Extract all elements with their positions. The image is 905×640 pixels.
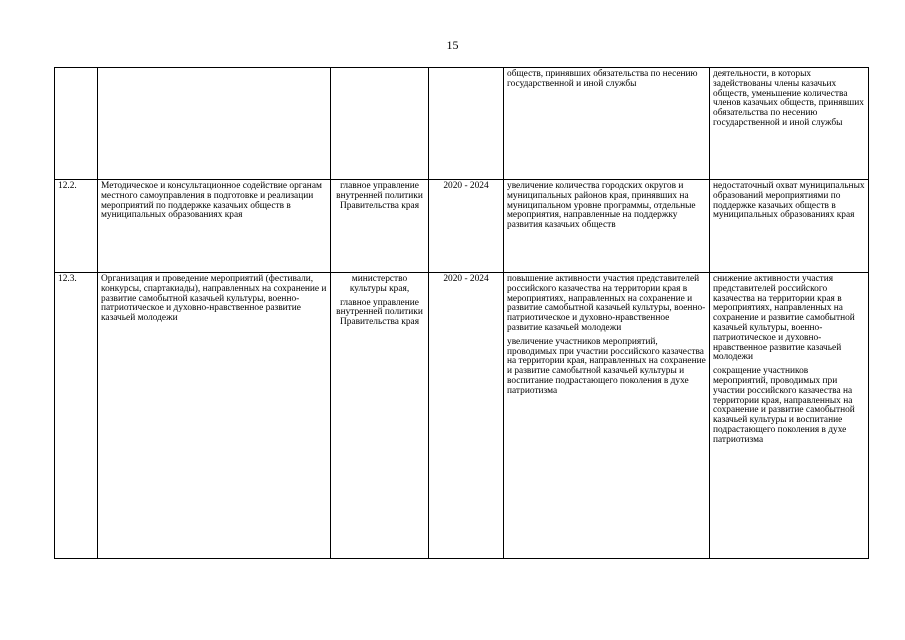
cell-period — [429, 68, 504, 180]
cell-consequences — [710, 68, 869, 180]
table-row — [55, 68, 869, 180]
cell-consequences — [710, 180, 869, 273]
page-number: 15 — [446, 38, 459, 52]
cell-result — [504, 273, 710, 559]
cell-number — [55, 68, 98, 180]
table-row — [55, 180, 869, 273]
cell-period: 2020 - 2024 — [429, 273, 504, 559]
table-body — [55, 68, 869, 559]
table-row — [55, 273, 869, 559]
cell-period: 2020 - 2024 — [429, 180, 504, 273]
cell-event: Организация и проведение мероприятий (фестивали, конкурсы, спартакиады), направленных на сохранение и развитие самобытной казачьей культуры, военно-патриотическое и духовно-нравственное развитие казачьей молодежи — [98, 273, 331, 559]
cell-event — [98, 68, 331, 180]
consequences-text: деятельности, в которых задействованы члены казачьих обществ, уменьшение количества членов казачьих обществ, принявших обязательства по несению государственной и иной службы — [713, 69, 864, 128]
consequences-text: сокращение участников мероприятий, проводимых при участии российского казачества на территории края, направленных на сохранение и развитие самобытной казачьей культуры и воспитание подрастающего поколения в духе патриотизма — [713, 366, 855, 445]
cell-responsible — [331, 180, 429, 273]
responsible-text: главное управление внутренней политики Правительства края — [336, 181, 423, 211]
cell-responsible — [331, 273, 429, 559]
result-text: увеличение количества городских округов и муниципальных районов края, принявших на муниципальном уровне программы, отдельные мероприятия, направленные на поддержку развития казачьих обществ — [507, 181, 696, 231]
result-text: повышение активности участия представителей российского казачества на территории края в мероприятиях, направленных на сохранение и развитие самобытной казачьей культуры, военно-патриотическое и духовно-нравственное развитие казачьей молодежи — [507, 274, 706, 333]
cell-responsible — [331, 68, 429, 180]
cell-number: 12.3. — [55, 273, 98, 559]
cell-result — [504, 68, 710, 180]
cell-number: 12.2. — [55, 180, 98, 273]
result-text: увеличение участников мероприятий, проводимых при участии российского казачества на территории края, направленных на сохранение и развитие самобытной казачьей культуры и воспитание подрастающего поколения в духе патриотизма — [507, 336, 706, 396]
responsible-text: министерство культуры края, — [349, 274, 410, 294]
result-text: обществ, принявших обязательства по несению государственной и иной службы — [507, 69, 698, 89]
cell-event: Методическое и консультационное содействие органам местного самоуправления в подготовке и реализации мероприятий по поддержке казачьих обществ в муниципальных образованиях края — [98, 180, 331, 273]
cell-result — [504, 180, 710, 273]
program-events-table — [54, 67, 869, 559]
cell-consequences — [710, 273, 869, 559]
consequences-text: снижение активности участия представителей российского казачества на территории края в мероприятиях, направленных на сохранение и развитие самобытной казачьей культуры, военно-патриотическое и духовно-нравственное развитие казачьей молодежи — [713, 274, 855, 363]
consequences-text: недостаточный охват муниципальных образований мероприятиями по поддержке казачьих обществ в муниципальных образованиях края — [713, 181, 865, 221]
responsible-text: главное управление внутренней политики Правительства края — [336, 297, 423, 328]
